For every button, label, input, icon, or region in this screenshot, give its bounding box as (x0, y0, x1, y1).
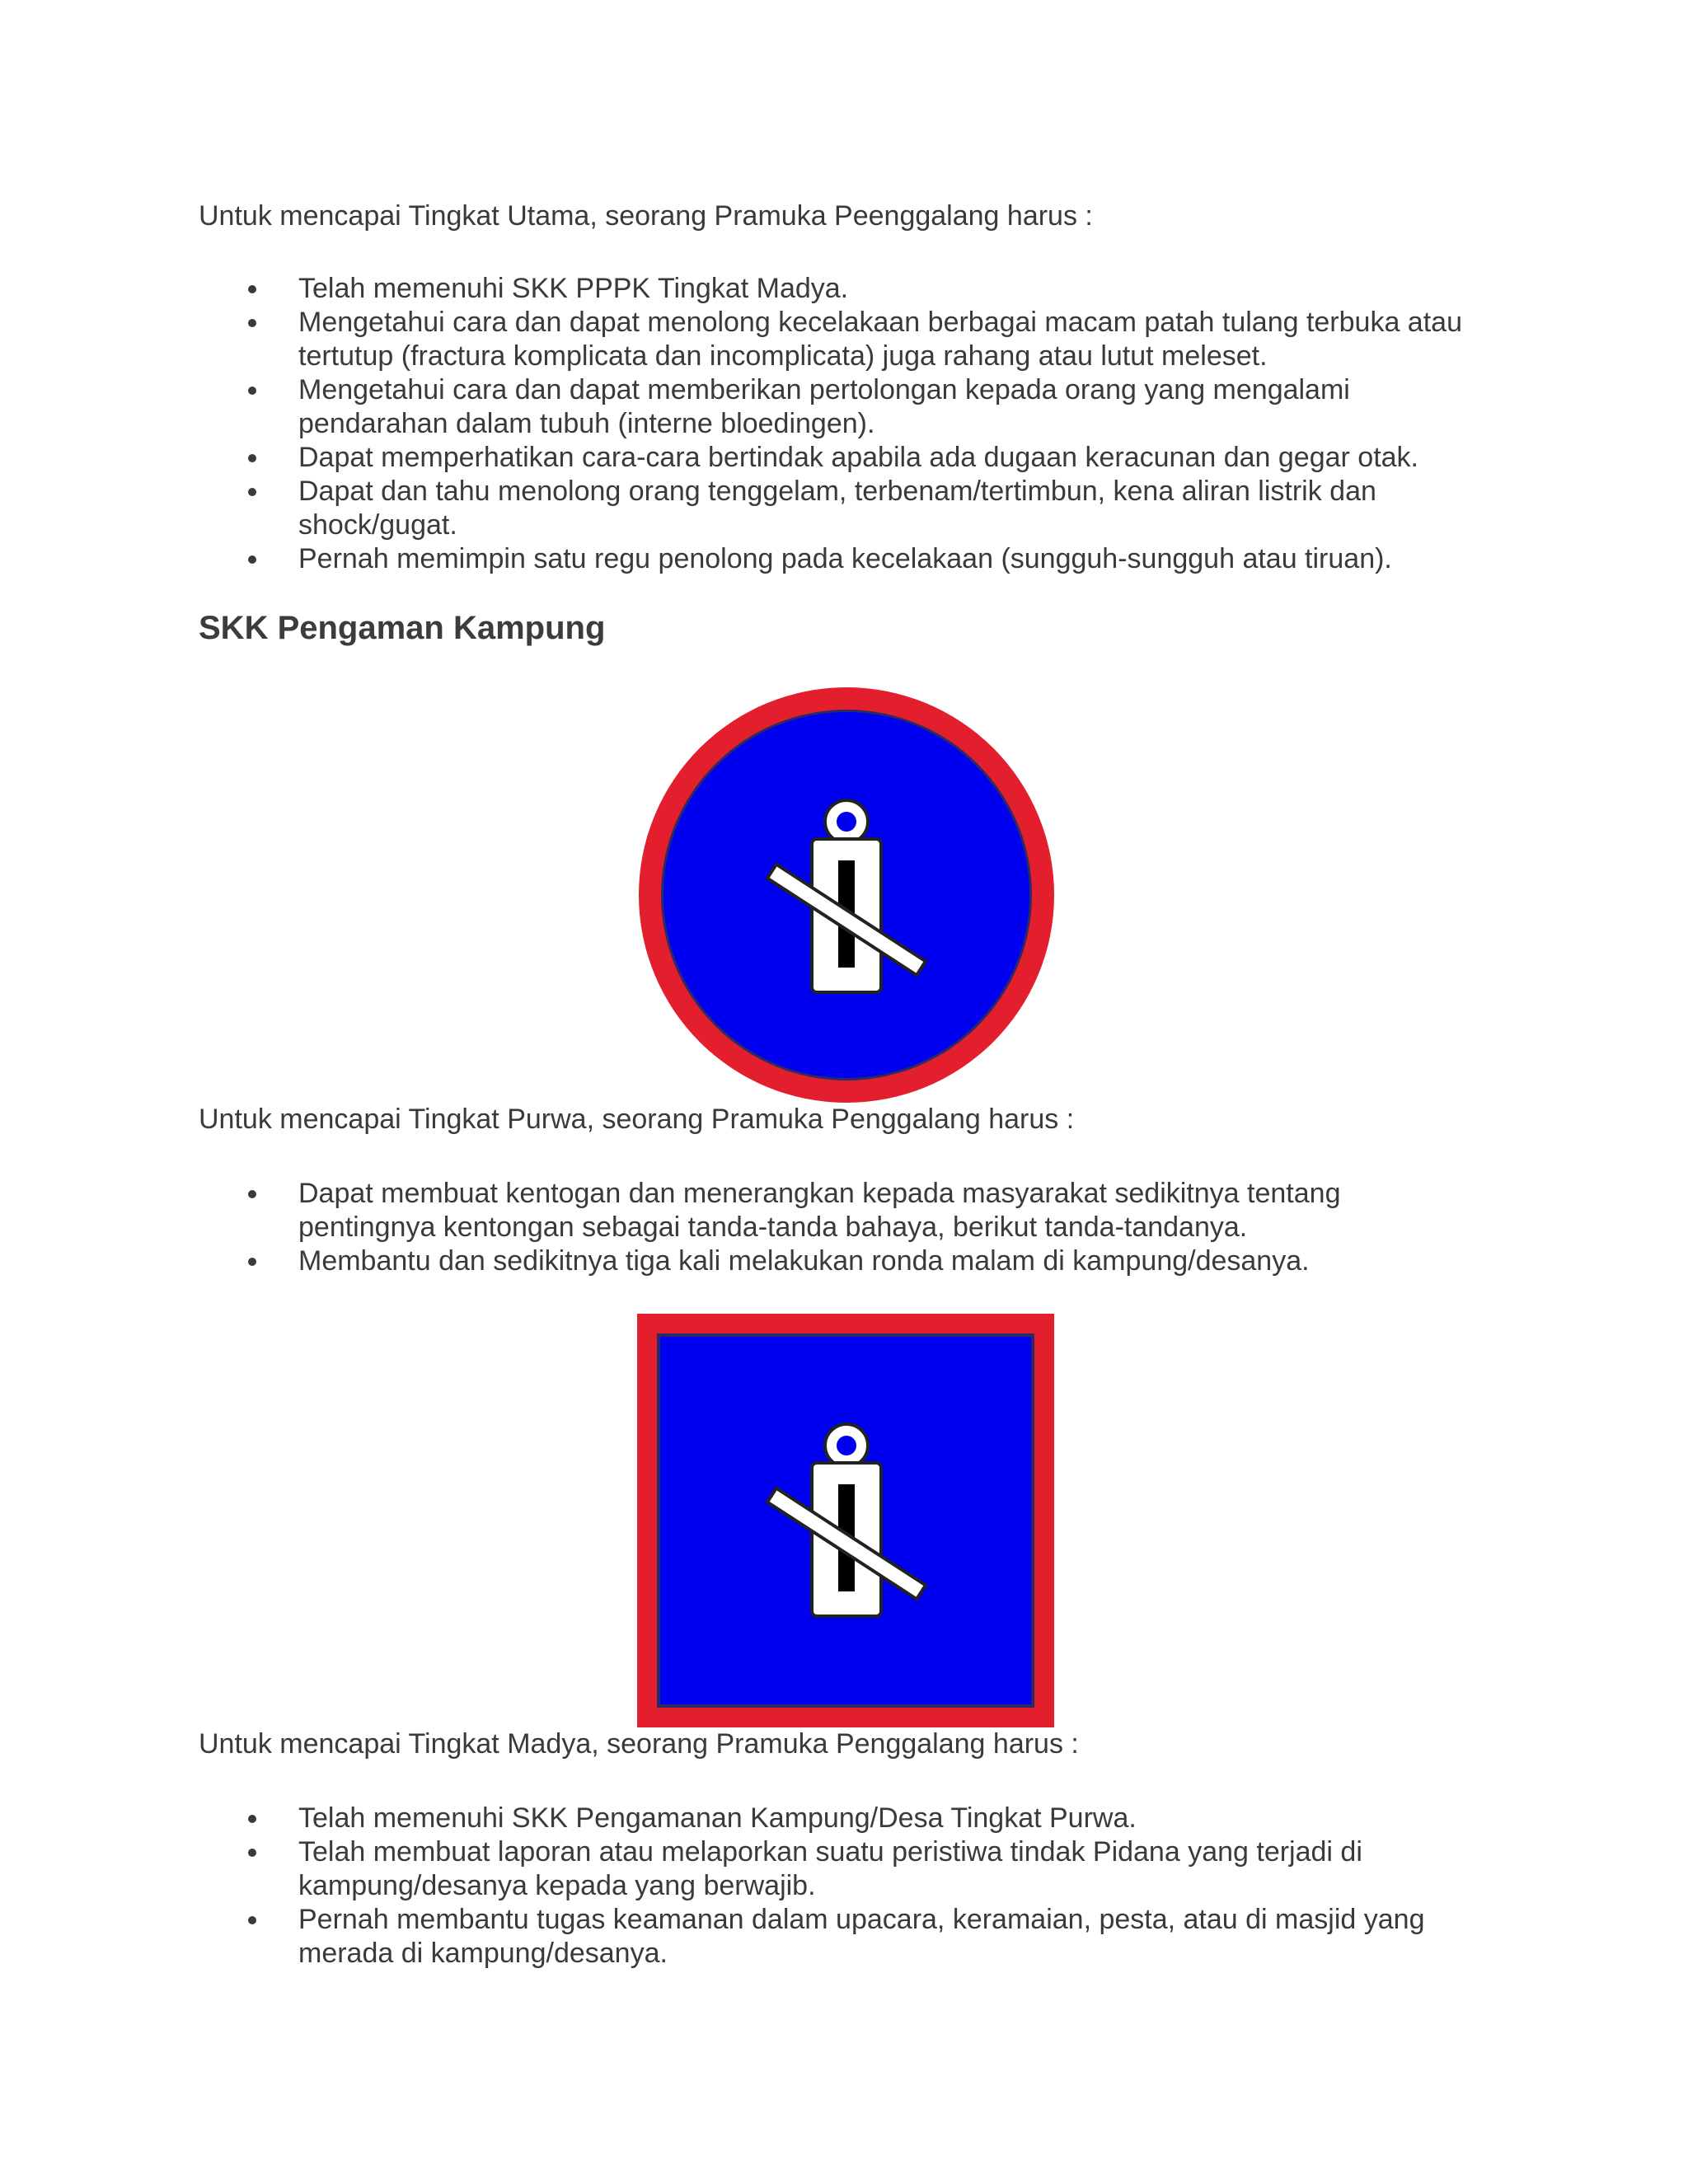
bullet-icon (248, 1258, 256, 1266)
intro-tingkat-madya: Untuk mencapai Tingkat Madya, seorang Pramuka Penggalang harus : (199, 1728, 1079, 1760)
requirements-list-madya (199, 1802, 1484, 1971)
bullet-icon (248, 555, 256, 564)
requirements-list-purwa (199, 1177, 1484, 1278)
list-item: Telah memenuhi SKK Pengamanan Kampung/Desa Tingkat Purwa. (199, 1802, 1484, 1835)
list-item: Pernah membantu tugas keamanan dalam upacara, keramaian, pesta, atau di masjid yang merada di kampung/desanya. (199, 1903, 1484, 1971)
list-item: Dapat dan tahu menolong orang tenggelam, terbenam/tertimbun, kena aliran listrik dan shock/gugat. (199, 475, 1484, 542)
bullet-icon (248, 454, 256, 462)
intro-tingkat-purwa: Untuk mencapai Tingkat Purwa, seorang Pramuka Penggalang harus : (199, 1104, 1075, 1135)
bullet-icon (248, 1190, 256, 1198)
bullet-icon (248, 1849, 256, 1857)
list-item: Telah membuat laporan atau melaporkan suatu peristiwa tindak Pidana yang terjadi di kampung/desanya kepada yang berwajib. (199, 1835, 1484, 1903)
section-title: SKK Pengaman Kampung (199, 610, 606, 646)
kentongan-round-badge-icon (637, 686, 1056, 1104)
list-item: Mengetahui cara dan dapat menolong kecelakaan berbagai macam patah tulang terbuka atau tertutup (fractura komplicata dan incomplicata) juga rahang atau lutut meleset. (199, 306, 1484, 373)
kentongan-square-badge-icon (637, 1314, 1054, 1727)
list-item: Pernah memimpin satu regu penolong pada kecelakaan (sungguh-sungguh atau tiruan). (199, 542, 1484, 576)
bullet-icon (248, 285, 256, 293)
list-item: Telah memenuhi SKK PPPK Tingkat Madya. (199, 272, 1484, 306)
list-item: Dapat membuat kentogan dan menerangkan kepada masyarakat sedikitnya tentang pentingnya kentongan sebagai tanda-tanda bahaya, berikut tanda-tandanya. (199, 1177, 1484, 1244)
list-item: Mengetahui cara dan dapat memberikan pertolongan kepada orang yang mengalami pendarahan dalam tubuh (interne bloedingen). (199, 373, 1484, 441)
list-item: Dapat memperhatikan cara-cara bertindak apabila ada dugaan keracunan dan gegar otak. (199, 441, 1484, 475)
bullet-icon (248, 1815, 256, 1823)
intro-tingkat-utama: Untuk mencapai Tingkat Utama, seorang Pramuka Peenggalang harus : (199, 200, 1093, 232)
bullet-icon (248, 488, 256, 496)
bullet-icon (248, 387, 256, 395)
bullet-icon (248, 1916, 256, 1924)
bullet-icon (248, 319, 256, 327)
requirements-list-utama (199, 272, 1484, 576)
list-item: Membantu dan sedikitnya tiga kali melakukan ronda malam di kampung/desanya. (199, 1244, 1484, 1278)
